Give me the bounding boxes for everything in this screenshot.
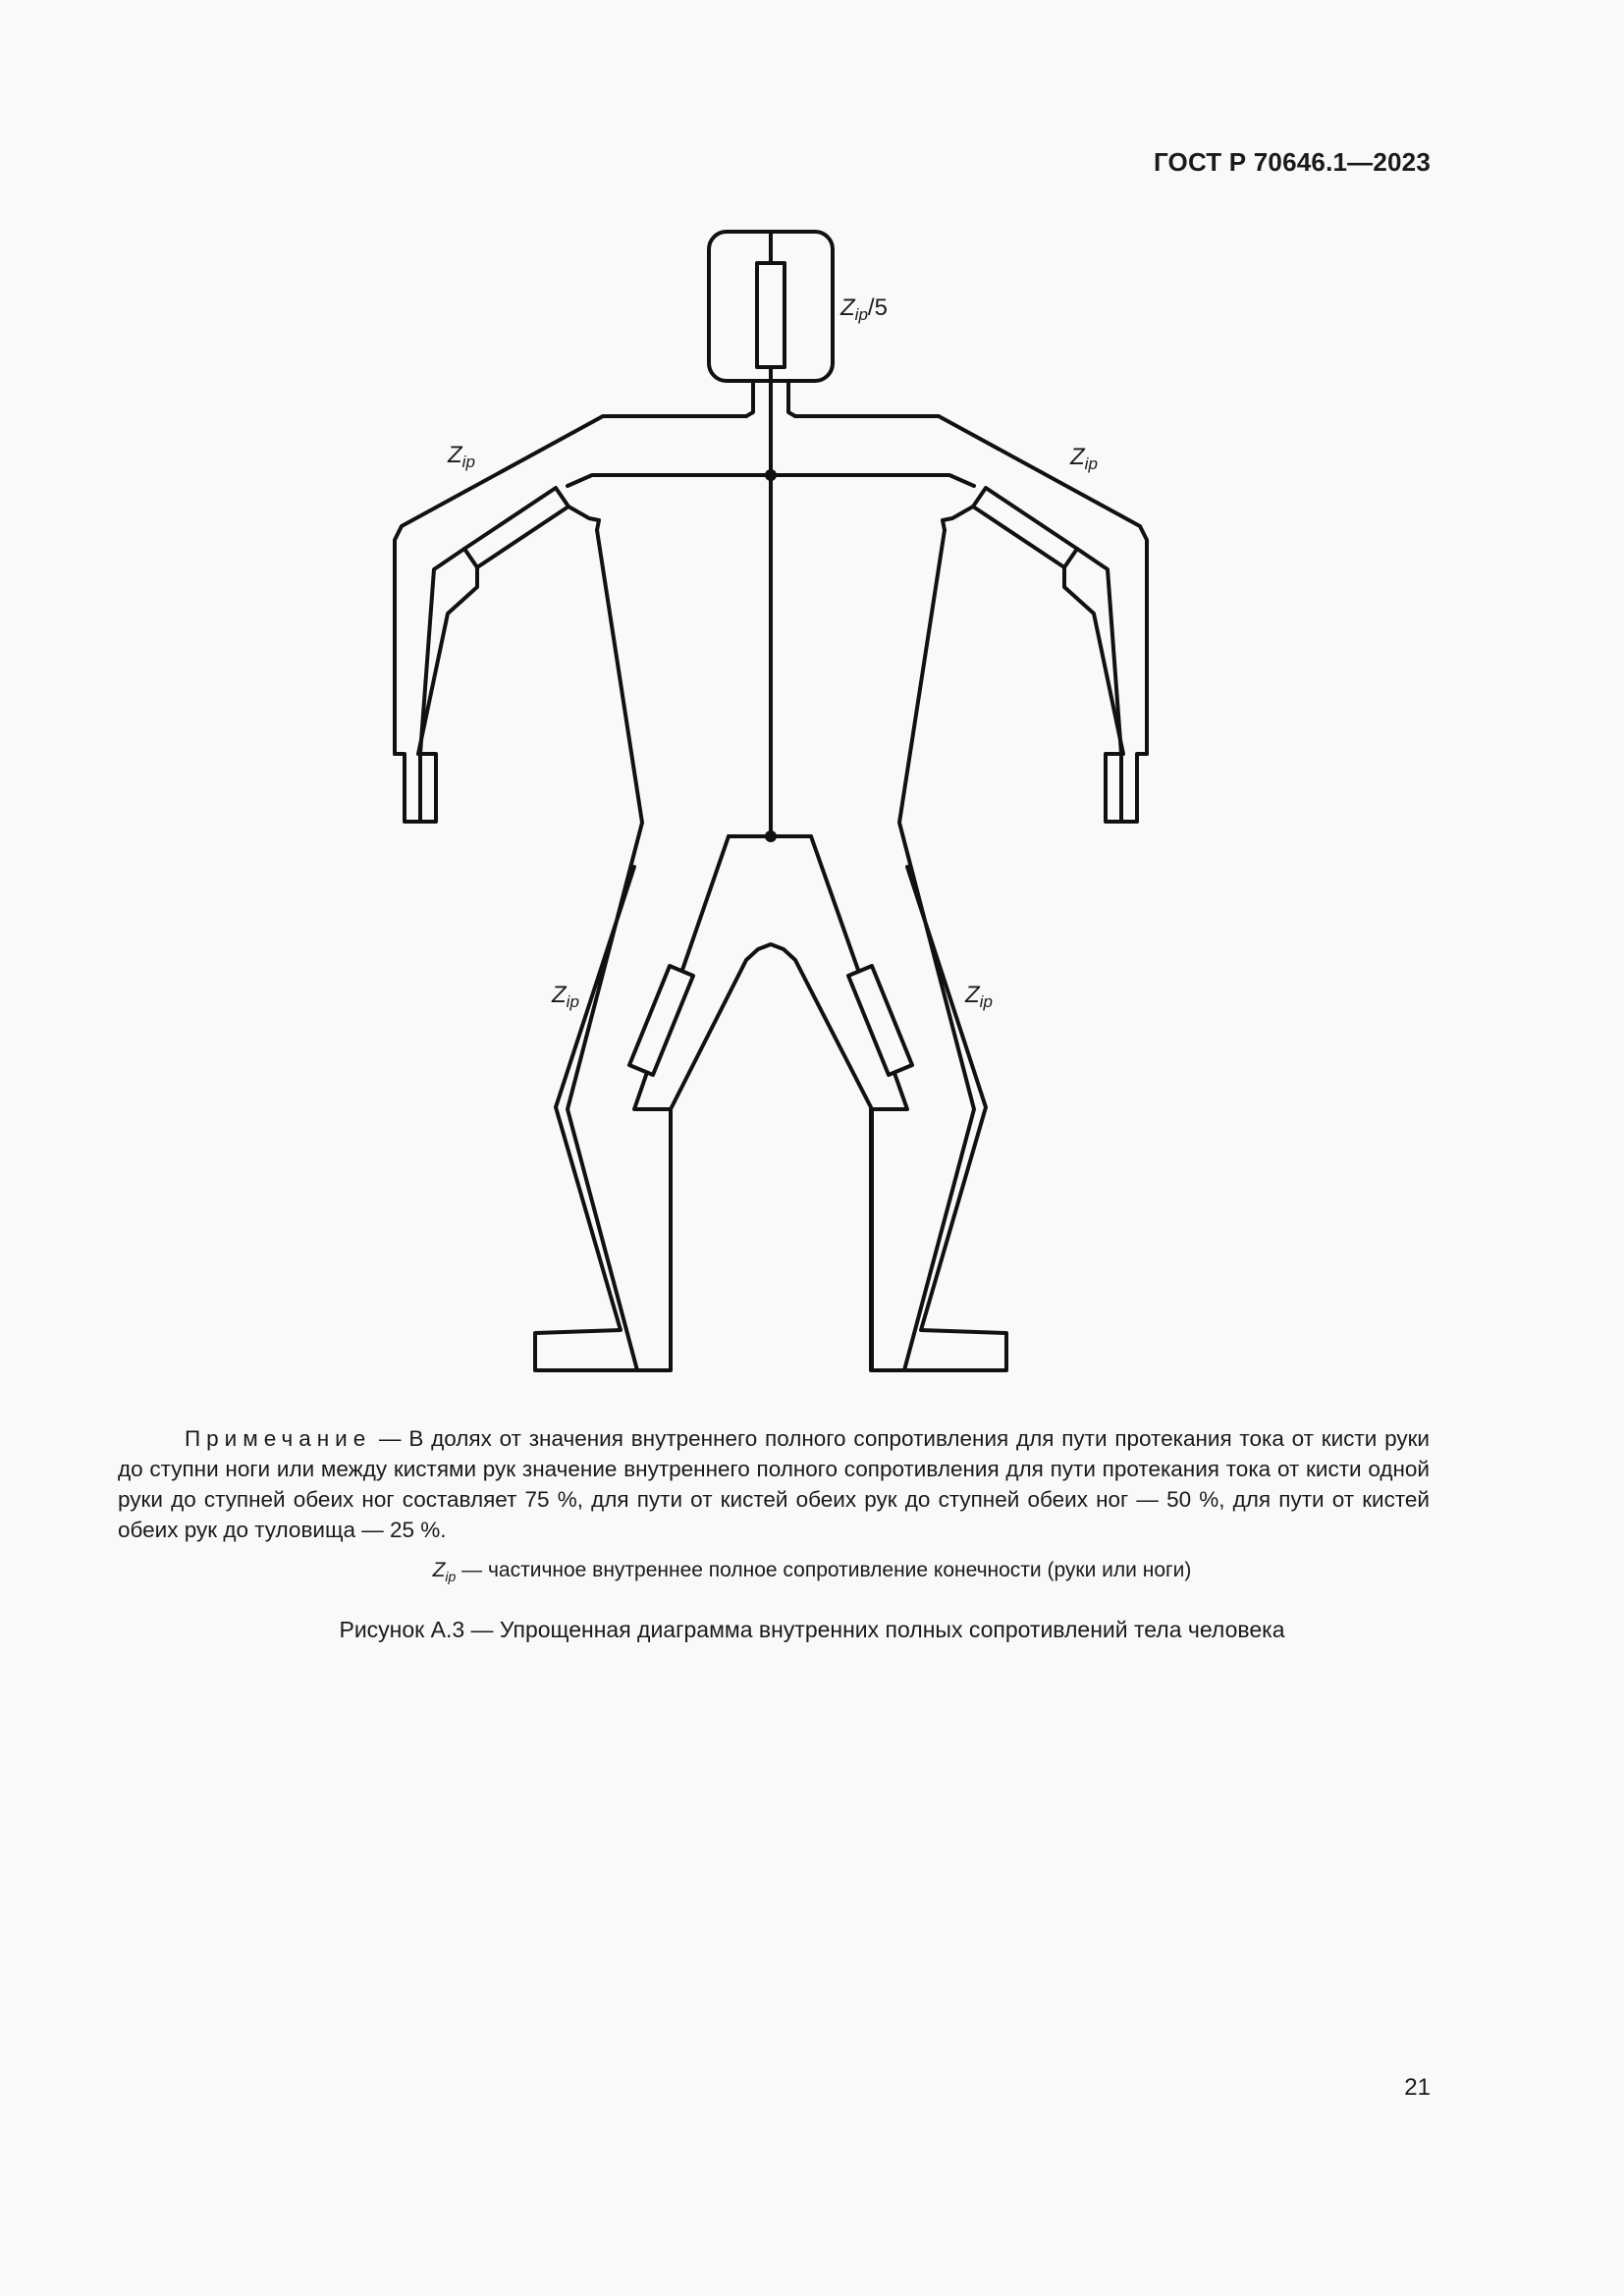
left-arm-label-subscript: ip	[461, 453, 475, 471]
head-label-suffix: /5	[867, 294, 888, 321]
left-leg-label-subscript: ip	[566, 992, 579, 1011]
symbol-legend	[0, 1559, 1624, 1584]
figure-caption: Рисунок А.3 — Упрощенная диаграмма внутренних полных сопротивлений тела человека	[339, 1617, 1285, 1642]
neck-right	[788, 381, 795, 416]
document-code: ГОСТ Р 70646.1—2023	[1153, 147, 1431, 177]
right-arm-label-symbol: Z	[1070, 444, 1085, 470]
left-leg-resistor	[629, 966, 693, 1075]
right-leg-label-subscript: ip	[979, 992, 993, 1011]
legend-subscript: ip	[445, 1569, 457, 1584]
left-torso-side	[535, 530, 642, 1370]
right-arm-label-subscript: ip	[1084, 454, 1098, 473]
figure-note	[118, 1423, 1430, 1545]
left-hand	[395, 754, 436, 822]
right-inner-leg	[811, 836, 907, 1370]
hip-junction-dot	[765, 830, 777, 842]
right-leg-resistor	[848, 966, 912, 1075]
left-leg-impedance-label	[552, 982, 579, 1012]
head-label-subscript: ip	[854, 305, 868, 324]
left-outer-outline-2	[568, 475, 771, 486]
legend-text: — частичное внутреннее полное сопротивление конечности (руки или ноги)	[456, 1559, 1192, 1581]
note-prefix: Примечание	[185, 1426, 372, 1451]
right-arm-impedance-label	[1070, 444, 1098, 474]
right-leg-label-symbol: Z	[965, 982, 980, 1008]
right-leg-impedance-label	[965, 982, 993, 1012]
note-text: — В долях от значения внутреннего полного сопротивления для пути протекания тока от кисти руки до ступни ноги или между кистями рук значение внутреннего полного сопротивления для пути протекания тока от кисти одной руки до ступней обеих ног составляет 75 %, для пути от кистей обеих рук до ступней обеих ног — 50 %, для пути от кистей обеих рук до туловища — 25 %.	[118, 1426, 1430, 1542]
right-torso-side	[899, 530, 1006, 1370]
head-label-symbol: Z	[840, 294, 855, 321]
neck-left	[746, 381, 753, 416]
page-number: 21	[1404, 2074, 1431, 2101]
left-arm-inner-upper	[420, 549, 464, 754]
right-arm-resistor	[973, 488, 1077, 567]
left-inner-leg	[634, 836, 729, 1370]
left-arm-impedance-label	[448, 442, 475, 472]
crotch-outline	[671, 944, 872, 1370]
legend-symbol: Z	[432, 1559, 446, 1581]
left-leg-label-symbol: Z	[552, 982, 567, 1008]
head-impedance-label	[840, 294, 888, 325]
shoulder-junction-dot	[765, 469, 777, 481]
left-arm-resistor	[464, 488, 568, 567]
head-resistor	[757, 263, 785, 367]
left-arm-label-symbol: Z	[448, 442, 462, 468]
right-hand	[1106, 754, 1147, 822]
